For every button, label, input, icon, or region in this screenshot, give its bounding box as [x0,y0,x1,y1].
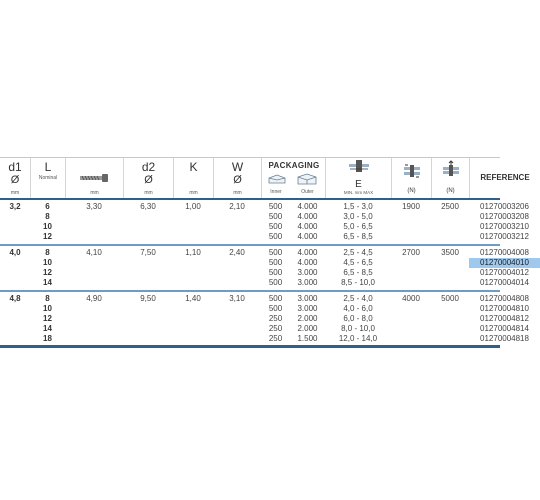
cell-L: 12 [43,268,52,277]
col-L-sub: Nominal [38,175,58,181]
cell-d1 [0,334,30,344]
cell-outer: 3.000 [297,294,318,303]
col-d2-label: d2 [141,160,156,174]
cell-tensile [431,334,469,344]
cell-tensile [431,278,469,288]
table-row [0,212,529,222]
col-d1-unit: mm [10,190,20,196]
cell-E-min: 3,0 [343,212,355,221]
table-row [0,268,529,278]
cell-outer: 1.500 [297,334,318,343]
col-screw-unit: mm [90,190,99,196]
cell-K [173,232,213,242]
group-d1-4-8 [0,292,529,348]
rivet-spec-table [0,157,530,348]
cell-shear [391,232,431,242]
cell-E-max: 4,0 [361,294,373,303]
col-K-label: K [189,160,198,174]
cell-E-max: 6,5 [361,258,373,267]
col-W [213,158,261,198]
diameter-symbol: Ø [10,174,20,186]
cell-reference[interactable]: 01270003212 [480,232,529,241]
cell-W: 3,10 [229,294,245,303]
table-row [0,202,529,212]
cell-E: 12,0 - 14,0 [338,334,378,343]
cell-K: 1,40 [185,294,201,303]
cell-tensile [431,268,469,278]
col-reference [469,158,540,198]
cell-L: 14 [43,278,52,287]
cell-outer: 2.000 [297,324,318,333]
cell-K [173,212,213,222]
col-d2-unit: mm [144,190,153,196]
table-row [0,222,529,232]
cell-tensile [431,304,469,314]
cell-E-min: 2,5 [343,248,355,257]
cell-shear [391,268,431,278]
cell-E: 6,0 - 8,0 [343,314,373,323]
cell-inner: 500 [268,278,283,287]
cell-K [173,258,213,268]
table-row [0,324,529,334]
diameter-symbol: Ø [144,174,153,186]
packaging-title: PACKAGING [268,161,320,170]
cell-inner: 500 [268,294,283,303]
cell-W [213,232,261,242]
cell-tensile [431,222,469,232]
cell-d1 [0,212,30,222]
cell-shear [391,334,431,344]
cell-L: 12 [43,232,52,241]
cell-d1 [0,278,30,288]
col-shear-unit: (N) [407,188,416,194]
cell-shear [391,314,431,324]
cell-W [213,212,261,222]
cell-tensile [431,212,469,222]
cell-E-max: 14,0 [361,334,378,343]
cell-tensile [431,324,469,334]
cell-E-min: 4,5 [343,258,355,267]
cell-E-max: 8,5 [361,232,373,241]
cell-K [173,334,213,344]
cell-E-max: 10,0 [359,278,375,287]
cell-L: 18 [43,334,52,343]
cell-E-max: 6,0 [361,304,373,313]
col-E-sub: MIN. mm MAX [343,190,374,195]
cell-screw: 3,30 [86,202,102,211]
cell-screw: 4,10 [86,248,102,257]
cell-E-min: 2,5 [343,294,355,303]
cell-d2 [123,222,173,232]
col-tensile-unit: (N) [446,188,455,194]
cell-reference[interactable]: 01270003208 [480,212,529,221]
cell-inner: 500 [268,232,283,241]
cell-K [173,268,213,278]
cell-inner: 500 [268,304,283,313]
cell-E-max: 3,0 [361,202,373,211]
cell-L: 12 [43,314,52,323]
cell-E: 6,5 - 8,5 [343,232,373,241]
cell-tensile: 2500 [441,202,459,211]
cell-d2 [123,212,173,222]
cell-E-min: 12,0 [338,334,355,343]
cell-d2 [123,324,173,334]
cell-screw [65,222,123,232]
table-row [0,258,529,268]
cell-E: 2,5 - 4,0 [343,294,373,303]
cell-screw: 4,90 [86,294,102,303]
cell-d2 [123,232,173,242]
col-W-label: W [231,160,244,174]
cell-E-max: 10,0 [359,324,375,333]
cell-d1 [0,222,30,232]
cell-W [213,258,261,268]
col-d2 [123,158,173,198]
cell-outer: 4.000 [297,212,318,221]
cell-outer: 4.000 [297,202,318,211]
cell-reference[interactable]: 01270004810 [480,304,529,313]
diameter-symbol: Ø [233,174,242,186]
col-E-label: E [355,179,362,190]
cell-reference[interactable]: 01270004014 [480,278,529,287]
cell-E-max: 8,5 [361,268,373,277]
cell-L: 10 [43,222,52,231]
cell-K: 1,00 [185,202,201,211]
table-row [0,304,529,314]
cell-E-max: 8,0 [361,314,373,323]
table-row [0,294,529,304]
cell-shear: 4000 [402,294,420,303]
cell-W [213,304,261,314]
col-reference-label: REFERENCE [480,173,530,182]
cell-d1 [0,268,30,278]
grip-range-icon [347,160,371,172]
screw-icon [80,173,110,183]
cell-E: 2,5 - 4,5 [343,248,373,257]
cell-W [213,222,261,232]
cell-E-max: 5,0 [361,212,373,221]
cell-E: 4,0 - 6,0 [343,304,373,313]
cell-L: 6 [45,202,50,211]
cell-L: 8 [45,212,50,221]
cell-L: 8 [45,248,50,257]
cell-d1 [0,258,30,268]
cell-screw [65,212,123,222]
cell-outer: 2.000 [297,314,318,323]
cell-E: 5,0 - 6,5 [343,222,373,231]
cell-d1 [0,314,30,324]
cell-L: 10 [43,304,52,313]
table-header [0,157,530,200]
cell-K [173,314,213,324]
cell-d1: 3,2 [9,202,21,211]
tensile-force-icon [442,161,460,179]
col-d1 [0,158,30,198]
cell-d2 [123,314,173,324]
box-inner-icon [268,174,286,184]
cell-d1 [0,232,30,242]
cell-E: 4,5 - 6,5 [343,258,373,267]
cell-outer: 4.000 [297,248,318,257]
cell-shear [391,212,431,222]
cell-tensile: 5000 [441,294,459,303]
cell-E: 1,5 - 3,0 [343,202,373,211]
cell-inner: 500 [268,248,283,257]
cell-K: 1,10 [185,248,201,257]
cell-E: 8,5 - 10,0 [341,278,375,287]
table-row [0,248,529,258]
cell-outer: 4.000 [297,222,318,231]
cell-E-min: 5,0 [343,222,355,231]
cell-d1 [0,304,30,314]
cell-inner: 250 [268,314,283,323]
cell-reference[interactable]: 01270004012 [480,268,529,277]
cell-W [213,334,261,344]
cell-E-min: 6,5 [343,232,355,241]
shear-force-icon [403,163,421,179]
packaging-outer-label: Outer [301,189,314,195]
cell-shear [391,278,431,288]
col-L [30,158,65,198]
cell-shear: 2700 [402,248,420,257]
cell-d1: 4,8 [9,294,21,303]
cell-shear [391,304,431,314]
col-tensile [431,158,469,198]
group-d1-3-2 [0,200,529,246]
cell-K [173,278,213,288]
cell-tensile [431,314,469,324]
cell-screw [65,268,123,278]
cell-L: 8 [45,294,50,303]
packaging-inner-label: Inner [270,189,282,195]
cell-inner: 250 [268,324,283,333]
cell-L: 10 [43,258,52,267]
cell-E-min: 6,5 [343,268,355,277]
cell-E: 8,0 - 10,0 [341,324,375,333]
box-outer-icon [297,173,317,185]
cell-d2 [123,304,173,314]
cell-inner: 500 [268,222,283,231]
col-E [325,158,391,198]
cell-E-max: 6,5 [361,222,373,231]
cell-reference[interactable]: 01270004818 [480,334,529,343]
cell-screw [65,278,123,288]
cell-W [213,268,261,278]
cell-W: 2,10 [229,202,245,211]
cell-d1 [0,324,30,334]
cell-E-min: 8,0 [341,324,353,333]
cell-tensile: 3500 [441,248,459,257]
cell-inner: 500 [268,268,283,277]
cell-screw [65,324,123,334]
cell-d2 [123,334,173,344]
cell-E-min: 4,0 [343,304,355,313]
cell-K [173,324,213,334]
cell-K [173,222,213,232]
cell-reference[interactable]: 01270003206 [480,202,529,211]
cell-E-max: 4,5 [361,248,373,257]
cell-reference[interactable]: 01270004812 [480,314,529,323]
cell-d2 [123,278,173,288]
cell-reference[interactable]: 01270004008 [480,248,529,257]
cell-d2: 9,50 [140,294,156,303]
cell-outer: 4.000 [297,258,318,267]
cell-inner: 500 [268,202,283,211]
cell-reference[interactable]: 01270003210 [480,222,529,231]
cell-E: 3,0 - 5,0 [343,212,373,221]
table-row [0,314,529,324]
cell-W [213,314,261,324]
cell-E-min: 8,5 [341,278,353,287]
cell-d2: 7,50 [140,248,156,257]
cell-inner: 250 [268,334,283,343]
cell-reference-selected[interactable]: 01270004010 [469,258,540,268]
col-screw [65,158,123,198]
cell-screw [65,258,123,268]
cell-reference[interactable]: 01270004808 [480,294,529,303]
cell-d2 [123,258,173,268]
cell-outer: 3.000 [297,268,318,277]
cell-L: 14 [43,324,52,333]
cell-outer: 3.000 [297,304,318,313]
cell-d2: 6,30 [140,202,156,211]
group-d1-4-0 [0,246,529,292]
cell-screw [65,334,123,344]
cell-d1: 4,0 [9,248,21,257]
cell-inner: 500 [268,258,283,267]
cell-E: 6,5 - 8,5 [343,268,373,277]
table-row [0,232,529,242]
col-d1-label: d1 [8,160,22,174]
cell-screw [65,304,123,314]
cell-d2 [123,268,173,278]
cell-E-min: 1,5 [343,202,355,211]
cell-tensile [431,258,469,268]
cell-shear [391,324,431,334]
col-K-unit: mm [189,190,198,196]
cell-screw [65,314,123,324]
col-shear [391,158,431,198]
cell-W [213,278,261,288]
table-row [0,334,529,344]
cell-K [173,304,213,314]
col-packaging-outer [290,158,325,198]
cell-outer: 4.000 [297,232,318,241]
cell-inner: 500 [268,212,283,221]
col-L-label: L [44,160,52,174]
col-W-unit: mm [233,190,242,196]
cell-shear [391,222,431,232]
cell-shear [391,258,431,268]
col-K [173,158,213,198]
cell-E-min: 6,0 [343,314,355,323]
cell-outer: 3.000 [297,278,318,287]
cell-reference[interactable]: 01270004814 [480,324,529,333]
cell-W [213,324,261,334]
cell-tensile [431,232,469,242]
cell-screw [65,232,123,242]
cell-shear: 1900 [402,202,420,211]
table-row [0,278,529,288]
cell-W: 2,40 [229,248,245,257]
